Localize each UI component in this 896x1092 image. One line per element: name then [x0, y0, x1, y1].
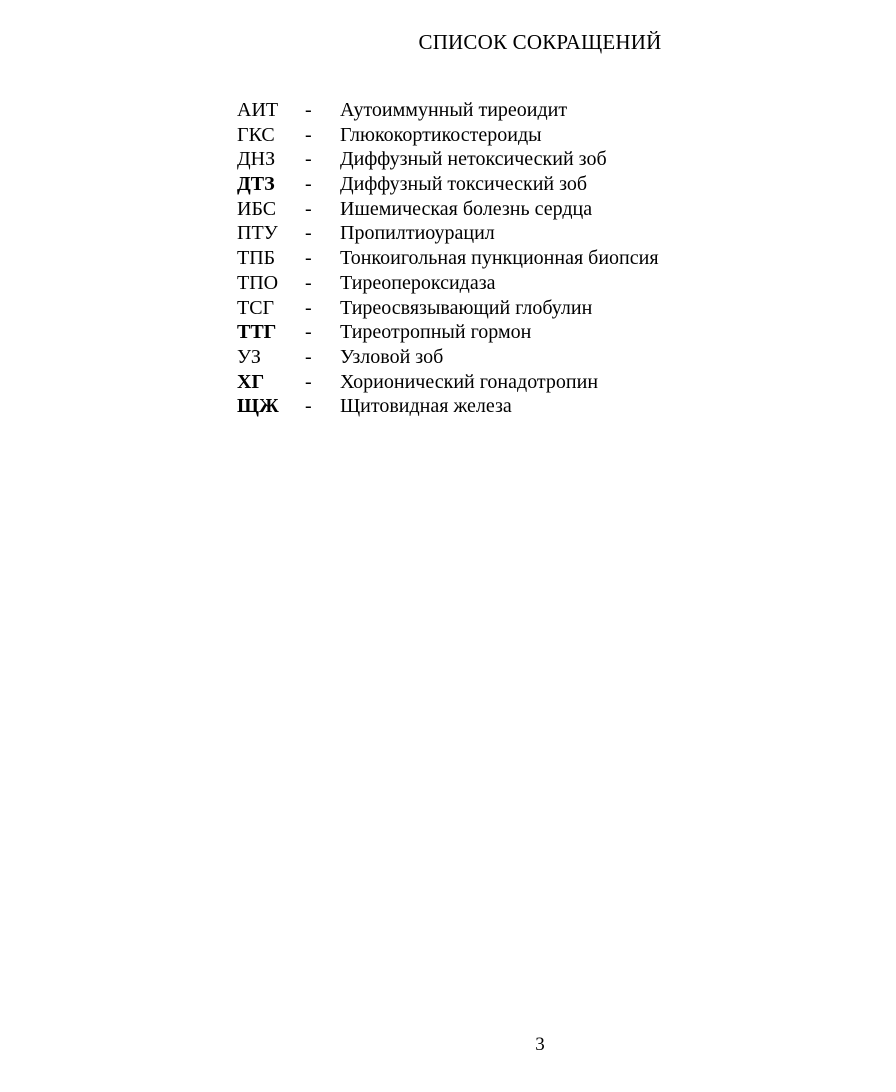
abbreviation-definition: Тиреосвязывающий глобулин [340, 296, 593, 319]
page-title: СПИСОК СОКРАЩЕНИЙ [418, 30, 662, 54]
abbreviation-definition: Тиреотропный гормон [340, 321, 532, 344]
abbreviation-dash: - [305, 395, 312, 418]
abbreviation-code: ЩЖ [237, 395, 279, 418]
abbreviation-dash: - [305, 296, 312, 319]
abbreviation-code: ТПО [237, 271, 279, 294]
list-item [237, 320, 797, 345]
abbreviation-definition: Тиреопероксидаза [340, 271, 496, 294]
abbreviation-definition: Тонкоигольная пункционная биопсия [340, 247, 659, 270]
abbreviation-definition: Узловой зоб [340, 345, 444, 368]
abbreviation-code: ХГ [237, 370, 265, 393]
abbreviation-code: ДНЗ [237, 148, 276, 171]
abbreviation-code: АИТ [237, 99, 279, 121]
list-item [237, 98, 797, 123]
abbreviation-dash: - [305, 197, 312, 220]
abbreviation-definition: Диффузный токсический зоб [340, 173, 588, 196]
abbreviation-dash: - [305, 123, 312, 146]
abbreviation-dash: - [305, 321, 312, 344]
list-item [237, 296, 797, 321]
abbreviation-list [237, 98, 797, 419]
abbreviation-definition: Глюкокортикостероиды [340, 123, 542, 146]
abbreviation-definition: Пропилтиоурацил [340, 222, 495, 245]
list-item [237, 370, 797, 395]
abbreviation-dash: - [305, 370, 312, 393]
abbreviation-dash: - [305, 173, 312, 196]
abbreviation-code: УЗ [237, 345, 261, 368]
abbreviation-code: ТТГ [237, 321, 277, 344]
list-item [237, 221, 797, 246]
abbreviation-dash: - [305, 222, 312, 245]
abbreviation-definition: Диффузный нетоксический зоб [340, 148, 607, 171]
abbreviation-dash: - [305, 148, 312, 171]
abbreviation-code: ГКС [237, 123, 275, 146]
abbreviation-code: ДТЗ [237, 173, 275, 196]
list-item [237, 197, 797, 222]
abbreviation-dash: - [305, 247, 312, 270]
abbreviation-code: ТПБ [237, 247, 276, 270]
abbreviation-code: ТСГ [237, 296, 275, 319]
list-item [237, 172, 797, 197]
abbreviation-dash: - [305, 345, 312, 368]
list-item [237, 246, 797, 271]
abbreviation-code: ПТУ [237, 222, 278, 245]
list-item [237, 271, 797, 296]
abbreviation-definition: Ишемическая болезнь сердца [340, 197, 593, 220]
abbreviation-dash: - [305, 99, 312, 121]
abbreviation-definition: Аутоиммунный тиреоидит [340, 99, 568, 121]
list-item [237, 147, 797, 172]
page-number: 3 [535, 1034, 545, 1055]
abbreviation-definition: Хорионический гонадотропин [340, 370, 599, 393]
list-item [237, 123, 797, 148]
abbreviation-dash: - [305, 271, 312, 294]
list-item [237, 345, 797, 370]
abbreviation-definition: Щитовидная железа [340, 395, 512, 418]
abbreviation-code: ИБС [237, 197, 277, 220]
list-item [237, 394, 797, 419]
